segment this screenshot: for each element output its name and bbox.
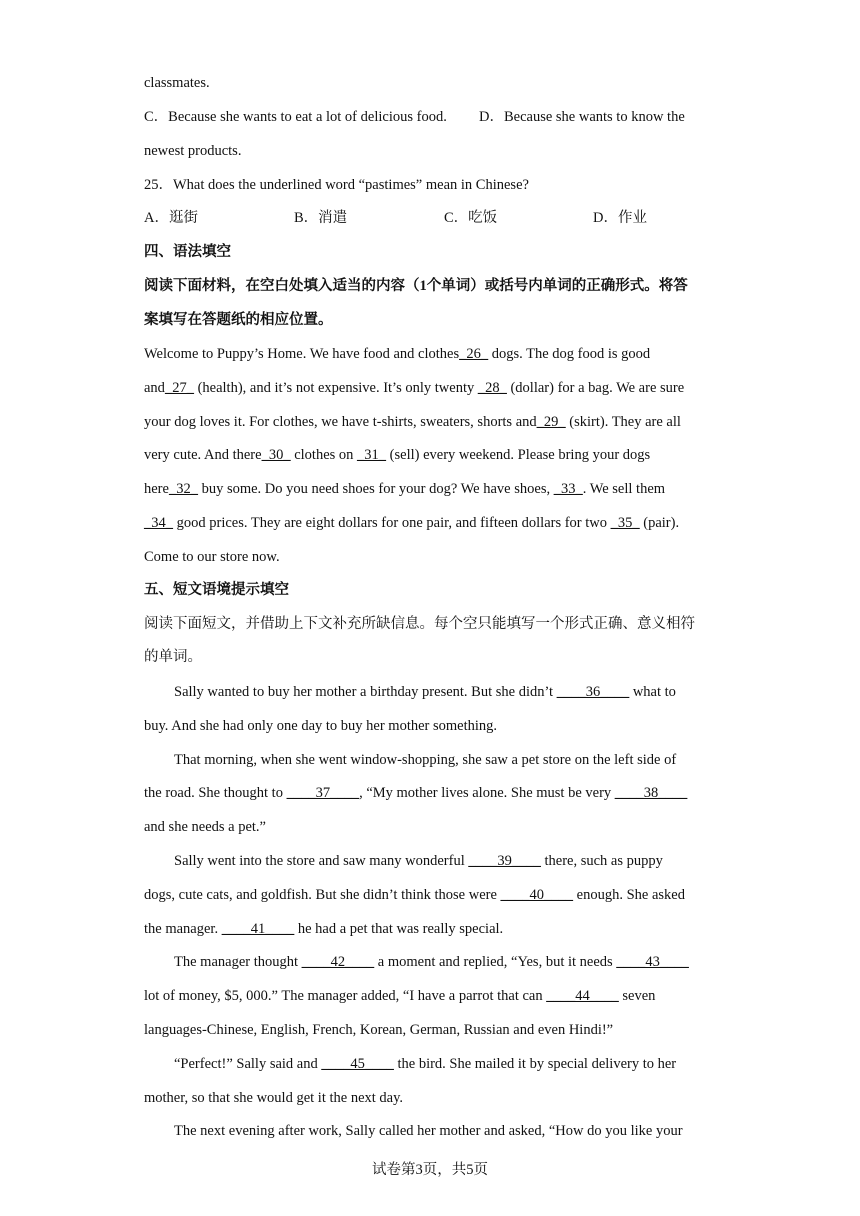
passage-text: Sally wanted to buy her mother a birthday present. But she didn’t (174, 684, 557, 700)
passage-line (144, 344, 650, 364)
passage-text: . We sell them (582, 481, 666, 498)
passage-line (144, 412, 681, 432)
passage-text: Come to our store now. (144, 548, 280, 565)
passage-line (144, 885, 685, 905)
page-footer: 试卷第3页，共5页 (372, 1162, 488, 1178)
passage-line (174, 851, 663, 871)
passage-text: (sell) every weekend. Please bring your dogs (386, 447, 651, 464)
q24-option-c: C．Because she wants to eat a lot of delicious food. (144, 109, 447, 125)
passage-text: (skirt). They are all (565, 413, 681, 430)
blank-number: _28_ (477, 379, 507, 396)
blank-number: ____40____ (500, 886, 574, 903)
passage-line (174, 952, 689, 972)
blank-number: ____45____ (321, 1055, 394, 1072)
passage-text: he had a pet that was really special. (294, 920, 504, 937)
passage-text: what to (629, 684, 676, 700)
passage-line (174, 750, 676, 770)
blank-number: _26_ (459, 346, 489, 362)
passage-line (174, 1121, 683, 1141)
passage-text: very cute. And there (144, 447, 262, 464)
q25-option-b: B．消遣 (294, 210, 348, 226)
passage-text: (health), and it’s not expensive. It’s only twenty (193, 379, 478, 396)
passage-text: Welcome to Puppy’s Home. We have food and clothes (144, 346, 460, 362)
blank-number: ____41____ (221, 920, 295, 937)
passage-text: That morning, when she went window-shopping, she saw a pet store on the left side of (174, 751, 677, 768)
passage-text: languages-Chinese, English, French, Korean, German, Russian and even Hindi!” (144, 1022, 614, 1038)
passage-text: here (144, 481, 169, 498)
blank-number: ____44____ (546, 988, 619, 1005)
passage-text: , “My mother lives alone. She must be very (359, 785, 615, 802)
passage-text: mother, so that she would get it the next day. (144, 1089, 404, 1106)
passage-text: good prices. They are eight dollars for one pair, and fifteen dollars for two (173, 515, 611, 531)
section4-instruction: 案填写在答题纸的相应位置。 (144, 312, 333, 328)
passage-line (144, 547, 280, 567)
passage-line (144, 817, 266, 837)
passage-text: The next evening after work, Sally called her mother and asked, “How do you like your (174, 1123, 683, 1140)
q25-option-d: D．作业 (593, 210, 647, 226)
passage-text: dogs, cute cats, and goldfish. But she didn’t think those were (144, 886, 501, 903)
passage-text: “Perfect!” Sally said and (174, 1055, 322, 1072)
blank-number: ____43____ (616, 954, 689, 971)
passage-text: (pair). (639, 515, 680, 531)
section5-instruction: 阅读下面短文，并借助上下文补充所缺信息。每个空只能填写一个形式正确、意义相符 (144, 616, 695, 632)
q25-question: 25．What does the underlined word “pastimes” mean in Chinese? (144, 177, 529, 193)
passage-line (144, 1088, 403, 1108)
blank-number: _29_ (536, 413, 566, 430)
passage-line (144, 445, 650, 465)
passage-text: clothes on (290, 447, 358, 464)
section5-instruction: 的单词。 (144, 649, 202, 665)
blank-number: _32_ (168, 481, 198, 498)
passage-text: buy. And she had only one day to buy her mother something. (144, 717, 498, 734)
passage-text: enough. She asked (573, 886, 685, 903)
passage-text: and she needs a pet.” (144, 819, 266, 836)
passage-line (144, 378, 684, 398)
passage-text: Sally went into the store and saw many wonderful (174, 853, 469, 869)
passage-text: the road. She thought to (144, 785, 287, 802)
passage-text: the manager. (144, 920, 222, 937)
passage-text: the bird. She mailed it by special delivery to her (393, 1055, 677, 1072)
blank-number: _35_ (610, 515, 640, 531)
blank-number: _27_ (164, 379, 194, 396)
passage-text: The manager thought (174, 954, 302, 971)
blank-number: ____36____ (556, 684, 630, 700)
passage-text: there, such as puppy (540, 853, 663, 869)
passage-text: buy some. Do you need shoes for your dog? We have shoes, (197, 481, 554, 498)
passage-line (174, 1054, 676, 1074)
blank-number: _30_ (261, 447, 291, 464)
blank-number: _31_ (357, 447, 387, 464)
q24-option-d: D．Because she wants to know the (479, 109, 685, 125)
passage-line (144, 479, 665, 499)
passage-text: your dog loves it. For clothes, we have t-shirts, sweaters, shorts and (144, 413, 537, 430)
passage-text: (dollar) for a bag. We are sure (506, 379, 685, 396)
passage-line (144, 716, 497, 736)
passage-line (144, 1020, 613, 1040)
q25-option-a: A．逛街 (144, 210, 198, 226)
q24-text-line: newest products. (144, 143, 242, 159)
section5-heading: 五、短文语境提示填空 (144, 582, 289, 598)
section4-heading: 四、语法填空 (144, 244, 231, 260)
passage-text: lot of money, $5, 000.” The manager added, “I have a parrot that can (144, 988, 547, 1005)
blank-number: ____38____ (614, 785, 688, 802)
section4-instruction: 阅读下面材料，在空白处填入适当的内容（1个单词）或括号内单词的正确形式。将答 (144, 278, 688, 294)
q24-text-line: classmates. (144, 75, 210, 91)
passage-line (144, 919, 503, 939)
q25-option-c: C．吃饭 (444, 210, 498, 226)
passage-line (144, 513, 679, 533)
blank-number: ____37____ (286, 785, 360, 802)
passage-line (174, 682, 676, 702)
passage-text: seven (618, 988, 656, 1005)
blank-number: ____42____ (301, 954, 375, 971)
passage-text: and (144, 379, 165, 396)
blank-number: ____39____ (468, 853, 541, 869)
passage-line (144, 986, 655, 1006)
passage-text: a moment and replied, “Yes, but it needs (374, 954, 617, 971)
blank-number: _34_ (144, 515, 173, 531)
passage-text: dogs. The dog food is good (488, 346, 651, 362)
blank-number: _33_ (553, 481, 583, 498)
passage-line (144, 783, 687, 803)
